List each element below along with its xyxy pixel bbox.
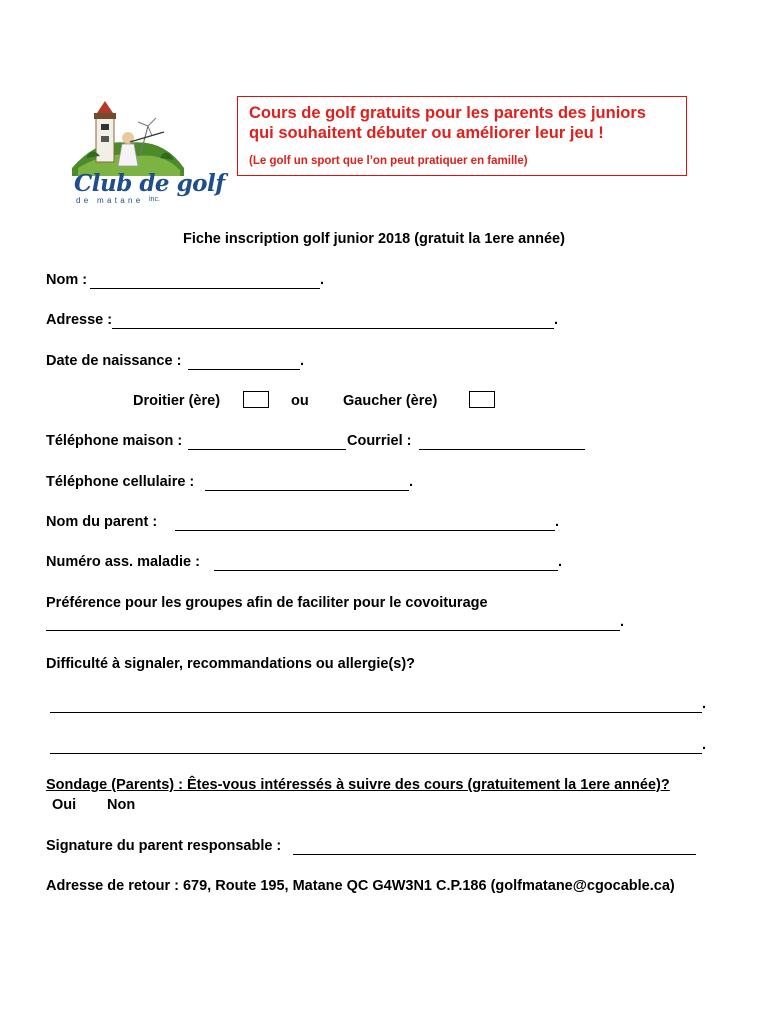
ou-label: ou [291,393,309,409]
logo-suffix: inc. [149,196,160,203]
nom-label: Nom : [46,272,88,288]
sondage-non[interactable]: Non [107,797,136,813]
difficulte-period-2: . [702,737,707,753]
tel-cell-field[interactable] [205,490,409,491]
difficulte-label: Difficulté à signaler, recommandations ou allergie(s)? [46,656,416,672]
adresse-retour: Adresse de retour : 679, Route 195, Matane QC G4W3N1 C.P.186 (golfmatane@cgocable.ca) [46,878,675,894]
parent-label: Nom du parent : [46,514,158,530]
tel-cell-period: . [409,474,414,490]
adresse-field[interactable] [112,328,554,329]
preference-label: Préférence pour les groupes afin de faciliter pour le covoiturage [46,595,488,611]
sondage-oui[interactable]: Oui [52,797,77,813]
droitier-checkbox[interactable] [243,391,269,408]
logo-wordmark: Club de golf [74,170,225,197]
logo-place: de matane [76,196,144,205]
preference-field[interactable] [46,630,620,631]
nom-field[interactable] [90,288,320,289]
naissance-label: Date de naissance : [46,353,182,369]
naissance-period: . [300,353,305,369]
adresse-period: . [554,312,559,328]
promo-box [237,96,687,176]
ass-maladie-period: . [558,554,563,570]
droitier-label: Droitier (ère) [133,393,221,409]
gaucher-label: Gaucher (ère) [343,393,438,409]
preference-period: . [620,614,625,630]
ass-maladie-field[interactable] [214,570,558,571]
parent-field[interactable] [175,530,555,531]
promo-line-1: Cours de golf gratuits pour les parents des juniors [249,104,646,122]
tel-maison-field[interactable] [188,449,346,450]
signature-label: Signature du parent responsable : [46,838,282,854]
tel-maison-label: Téléphone maison : [46,433,183,449]
promo-line-3: (Le golf un sport que l’on peut pratiquer en famille) [249,155,528,167]
courriel-field[interactable] [419,449,585,450]
tel-cell-label: Téléphone cellulaire : [46,474,195,490]
courriel-label: Courriel : [347,433,412,449]
signature-field[interactable] [293,854,696,855]
naissance-field[interactable] [188,369,300,370]
adresse-label: Adresse : [46,312,113,328]
difficulte-field-1[interactable] [50,712,702,713]
difficulte-period-1: . [702,696,707,712]
nom-period: . [320,272,325,288]
promo-line-2: qui souhaitent débuter ou améliorer leur jeu ! [249,124,604,142]
ass-maladie-label: Numéro ass. maladie : [46,554,200,570]
gaucher-checkbox[interactable] [469,391,495,408]
form-title: Fiche inscription golf junior 2018 (gratuit la 1ere année) [183,231,565,247]
sondage-question: Sondage (Parents) : Êtes-vous intéressés à suivre des cours (gratuitement la 1ere année)? [46,777,670,793]
difficulte-field-2[interactable] [50,753,702,754]
parent-period: . [555,514,560,530]
